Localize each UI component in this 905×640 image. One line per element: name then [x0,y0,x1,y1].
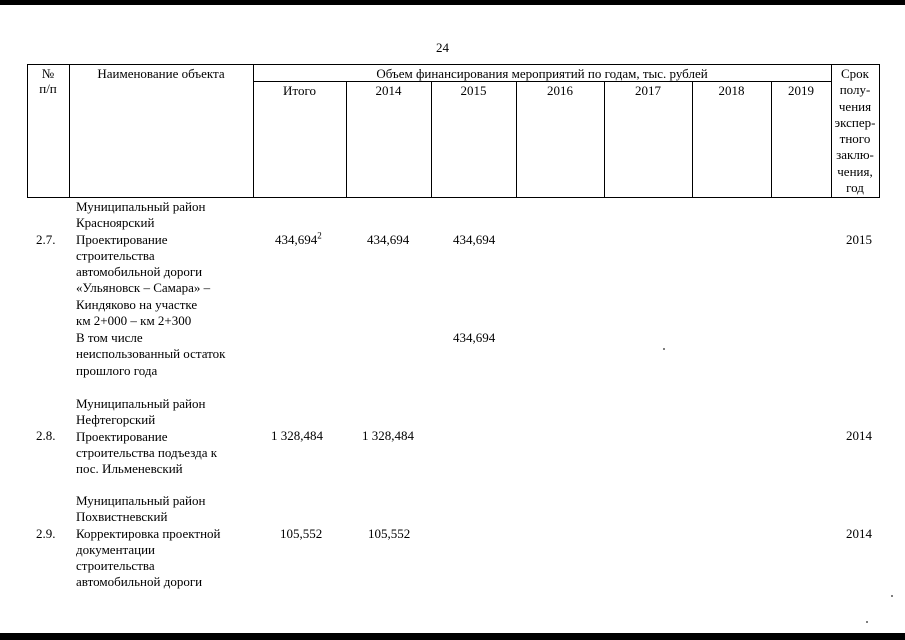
grid-line [771,81,772,198]
header-col-2017: 2017 [635,83,661,98]
row-2015: 434,694 [453,330,496,345]
top-border [0,0,905,5]
row-name: Муниципальный район Нефтегорский Проектирование строительства подъезда к пос. Ильменевский [76,396,218,477]
scan-speck [663,348,665,350]
row-2014: 105,552 [368,526,411,541]
row-number: 2.9. [36,526,56,541]
row-term: 2014 [846,526,872,541]
header-col-2018: 2018 [718,83,745,98]
row-2015: 434,694 [453,232,496,247]
grid-line [69,64,70,198]
row-name: В том числе неиспользованный остаток прошлого года [76,330,226,378]
header-top-line [27,64,879,65]
row-2014: 1 328,484 [362,428,414,443]
header-col-2016: 2016 [547,83,573,98]
row-number: 2.8. [36,428,56,443]
header-term: Срок полу- чения экспер- тного заклю- чения, год [834,66,876,196]
grid-line [879,64,880,198]
row-2014: 434,694 [367,232,410,247]
row-total: 1 328,484 [271,428,323,443]
header-mid-line [253,81,831,82]
header-num: № п/п [39,66,57,96]
header-funding: Объем финансирования мероприятий по годам, тыс. рублей [376,66,708,81]
grid-line [604,81,605,198]
row-total-value: 434,694 [275,232,318,247]
header-bottom-line [27,197,879,198]
header-col-2015: 2015 [460,83,487,98]
scan-speck [891,595,893,597]
row-name: Муниципальный район Красноярский Проектирование строительства автомобильной дороги «Ульяновск – Самара» – Киндяково на участке км 2+000 – км 2+300 [76,199,211,329]
footnote-mark: 2 [317,230,322,241]
row-term: 2015 [846,232,872,247]
grid-line [692,81,693,198]
grid-line [516,81,517,198]
header-name: Наименование объекта [97,66,225,81]
grid-line [431,81,432,198]
bottom-border [0,633,905,640]
row-term: 2014 [846,428,872,443]
row-total [275,232,322,248]
page-number: 24 [436,40,449,55]
row-number: 2.7. [36,232,56,247]
scan-speck [866,621,868,623]
row-total: 105,552 [280,526,323,541]
row-name: Муниципальный район Похвистневский Корректировка проектной документации строительства автомобильной дороги [76,493,221,590]
header-col-2019: 2019 [788,83,814,98]
grid-line [346,81,347,198]
header-col-total: Итого [283,83,316,98]
header-col-2014: 2014 [375,83,402,98]
